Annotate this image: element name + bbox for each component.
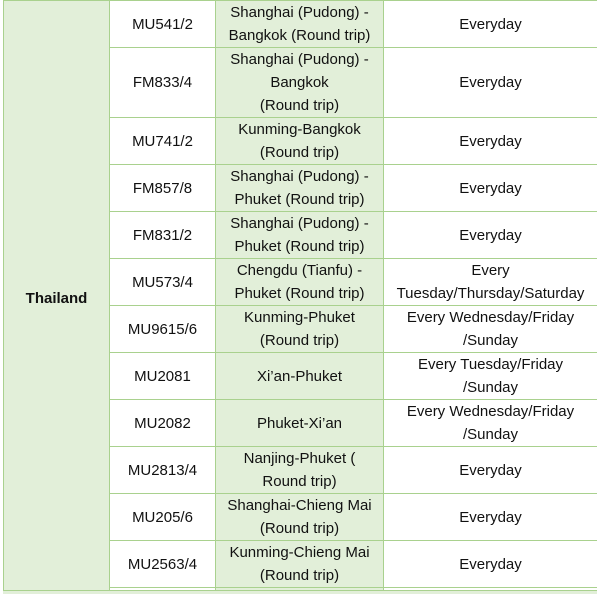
frequency-cell-text: Every Wednesday/Friday /Sunday xyxy=(406,309,575,349)
frequency-cell-text: Every Tuesday/Friday /Sunday xyxy=(417,356,564,396)
frequency-cell-text: Everyday xyxy=(459,15,522,33)
route-cell xyxy=(216,165,384,212)
table-row xyxy=(4,1,598,48)
route-cell-text: Kunming-Bangkok (Round trip) xyxy=(238,121,361,161)
frequency-cell-text: Everyday xyxy=(459,555,522,573)
flight-number-cell-text: MU2081 xyxy=(134,367,191,385)
route-cell-text: Shanghai (Pudong) - Bangkok (Round trip) xyxy=(228,4,371,44)
route-cell-text: Kunming-Phuket (Round trip) xyxy=(244,309,355,349)
flight-number-cell xyxy=(110,1,216,48)
flight-number-cell xyxy=(110,541,216,588)
route-cell xyxy=(216,118,384,165)
flight-schedule-table xyxy=(3,0,597,593)
route-cell xyxy=(216,541,384,588)
flight-number-cell-text: MU2813/4 xyxy=(127,461,198,479)
frequency-cell xyxy=(384,541,598,588)
frequency-cell xyxy=(384,259,598,306)
route-cell xyxy=(216,1,384,48)
flight-number-cell xyxy=(110,353,216,400)
flight-number-cell xyxy=(110,118,216,165)
route-cell-text: Shanghai (Pudong) - Bangkok (Round trip) xyxy=(230,51,369,114)
flight-number-cell-text: FM831/2 xyxy=(132,226,193,244)
flight-number-cell xyxy=(110,48,216,118)
frequency-cell-text: Everyday xyxy=(459,74,522,91)
flight-number-cell-text: MU741/2 xyxy=(132,132,193,150)
flight-number-cell xyxy=(110,400,216,447)
flight-schedule-body xyxy=(4,1,598,594)
frequency-cell xyxy=(384,400,598,447)
flight-number-cell-text: MU2082 xyxy=(134,414,191,432)
route-cell xyxy=(216,400,384,447)
frequency-cell xyxy=(384,118,598,165)
schedule-frame xyxy=(3,0,597,593)
route-cell xyxy=(216,48,384,118)
frequency-cell xyxy=(384,48,598,118)
frequency-cell xyxy=(384,494,598,541)
flight-number-cell xyxy=(110,259,216,306)
route-cell xyxy=(216,306,384,353)
flight-number-cell-text: MU2563/4 xyxy=(127,555,198,573)
flight-number-cell xyxy=(110,494,216,541)
frequency-cell xyxy=(384,447,598,494)
frequency-cell-text: Everyday xyxy=(459,508,522,526)
flight-number-cell xyxy=(110,447,216,494)
frequency-cell xyxy=(384,353,598,400)
route-cell xyxy=(216,353,384,400)
frequency-cell xyxy=(384,165,598,212)
frequency-cell xyxy=(384,306,598,353)
frequency-cell-text: Every Tuesday/Thursday/Saturday xyxy=(396,262,585,302)
route-cell-text: Chengdu (Tianfu) - Phuket (Round trip) xyxy=(234,262,365,302)
route-cell-text: Phuket-Xi’an xyxy=(256,414,343,432)
country-cell: Thailand xyxy=(4,1,110,594)
frequency-cell-text: Everyday xyxy=(459,179,522,197)
flight-number-cell-text: FM857/8 xyxy=(132,179,193,197)
frequency-cell xyxy=(384,212,598,259)
route-cell-text: Nanjing-Phuket ( Round trip) xyxy=(243,450,356,490)
flight-number-cell xyxy=(110,165,216,212)
table-bottom-edge xyxy=(3,590,597,594)
flight-number-cell-text: MU205/6 xyxy=(132,508,193,526)
flight-number-cell xyxy=(110,212,216,259)
route-cell xyxy=(216,259,384,306)
frequency-cell-text: Everyday xyxy=(459,461,522,479)
route-cell-text: Xi’an-Phuket xyxy=(256,367,343,385)
route-cell xyxy=(216,212,384,259)
flight-number-cell xyxy=(110,306,216,353)
frequency-cell xyxy=(384,1,598,48)
frequency-cell-text: Every Wednesday/Friday /Sunday xyxy=(406,403,575,443)
route-cell xyxy=(216,494,384,541)
route-cell-text: Shanghai (Pudong) - Phuket (Round trip) xyxy=(230,215,369,255)
flight-number-cell-text: MU573/4 xyxy=(132,273,193,291)
flight-number-cell-text: MU541/2 xyxy=(132,15,193,33)
route-cell xyxy=(216,447,384,494)
flight-number-cell-text: FM833/4 xyxy=(132,74,193,91)
route-cell-text: Kunming-Chieng Mai (Round trip) xyxy=(229,544,370,584)
frequency-cell-text: Everyday xyxy=(459,226,522,244)
route-cell-text: Shanghai-Chieng Mai (Round trip) xyxy=(227,497,372,537)
flight-number-cell-text: MU9615/6 xyxy=(127,320,198,338)
route-cell-text: Shanghai (Pudong) - Phuket (Round trip) xyxy=(230,168,369,208)
frequency-cell-text: Everyday xyxy=(459,132,522,150)
